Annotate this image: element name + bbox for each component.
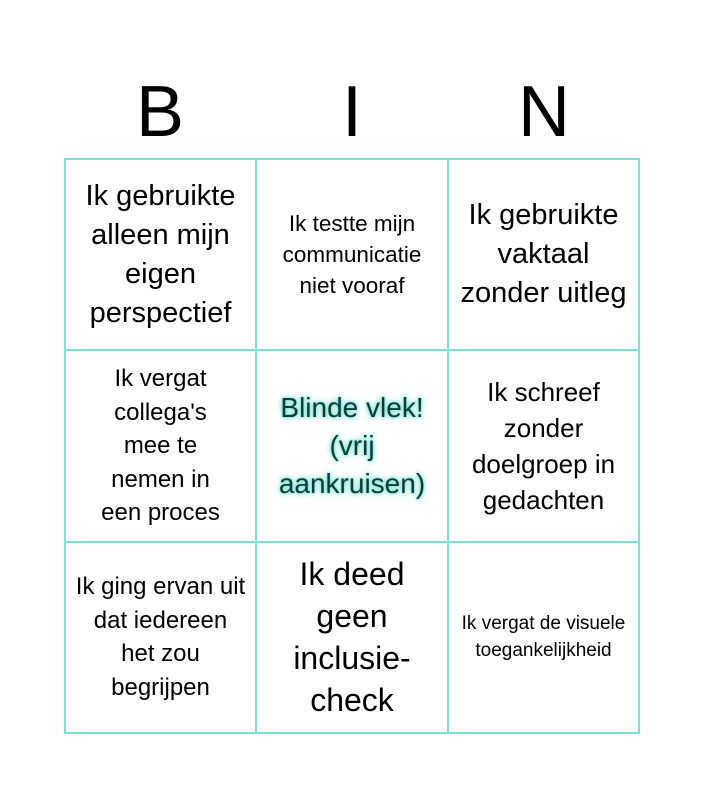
bingo-cell-7[interactable] <box>65 542 256 733</box>
bingo-cell-9-text: Ik vergat de visuele toegankelijkheid <box>461 613 626 662</box>
bingo-header <box>64 66 640 158</box>
bingo-cell-2[interactable] <box>256 159 448 350</box>
header-letter-i: I <box>341 72 362 152</box>
bingo-cell-8-text: Ik deed geen inclusie-check <box>293 556 411 719</box>
bingo-board <box>64 158 640 734</box>
bingo-cell-4-text: Ik vergat collega's mee te nemen in een proces <box>101 365 220 527</box>
bingo-cell-6-text: Ik schreef zonder doelgroep in gedachten <box>471 376 616 515</box>
bingo-cell-free-text: Blinde vlek! (vrij aankruisen) <box>278 391 426 499</box>
bingo-cell-2-text: Ik testte mijn communicatie niet vooraf <box>282 211 422 299</box>
bingo-cell-9[interactable] <box>448 542 639 733</box>
bingo-cell-7-text: Ik ging ervan uit dat iedereen het zou begrijpen <box>75 573 246 701</box>
bingo-cell-8[interactable] <box>256 542 448 733</box>
bingo-cell-6[interactable] <box>448 350 639 541</box>
bingo-cell-3[interactable] <box>448 159 639 350</box>
bingo-cell-3-text: Ik gebruikte vaktaal zonder uitleg <box>460 199 627 310</box>
header-letter-n: N <box>518 72 570 152</box>
bingo-cell-free[interactable] <box>256 350 448 541</box>
bingo-cell-1[interactable] <box>65 159 256 350</box>
header-letter-b: B <box>135 72 185 152</box>
bingo-cell-4[interactable] <box>65 350 256 541</box>
bingo-cell-1-text: Ik gebruikte alleen mijn eigen perspectief <box>85 179 236 329</box>
